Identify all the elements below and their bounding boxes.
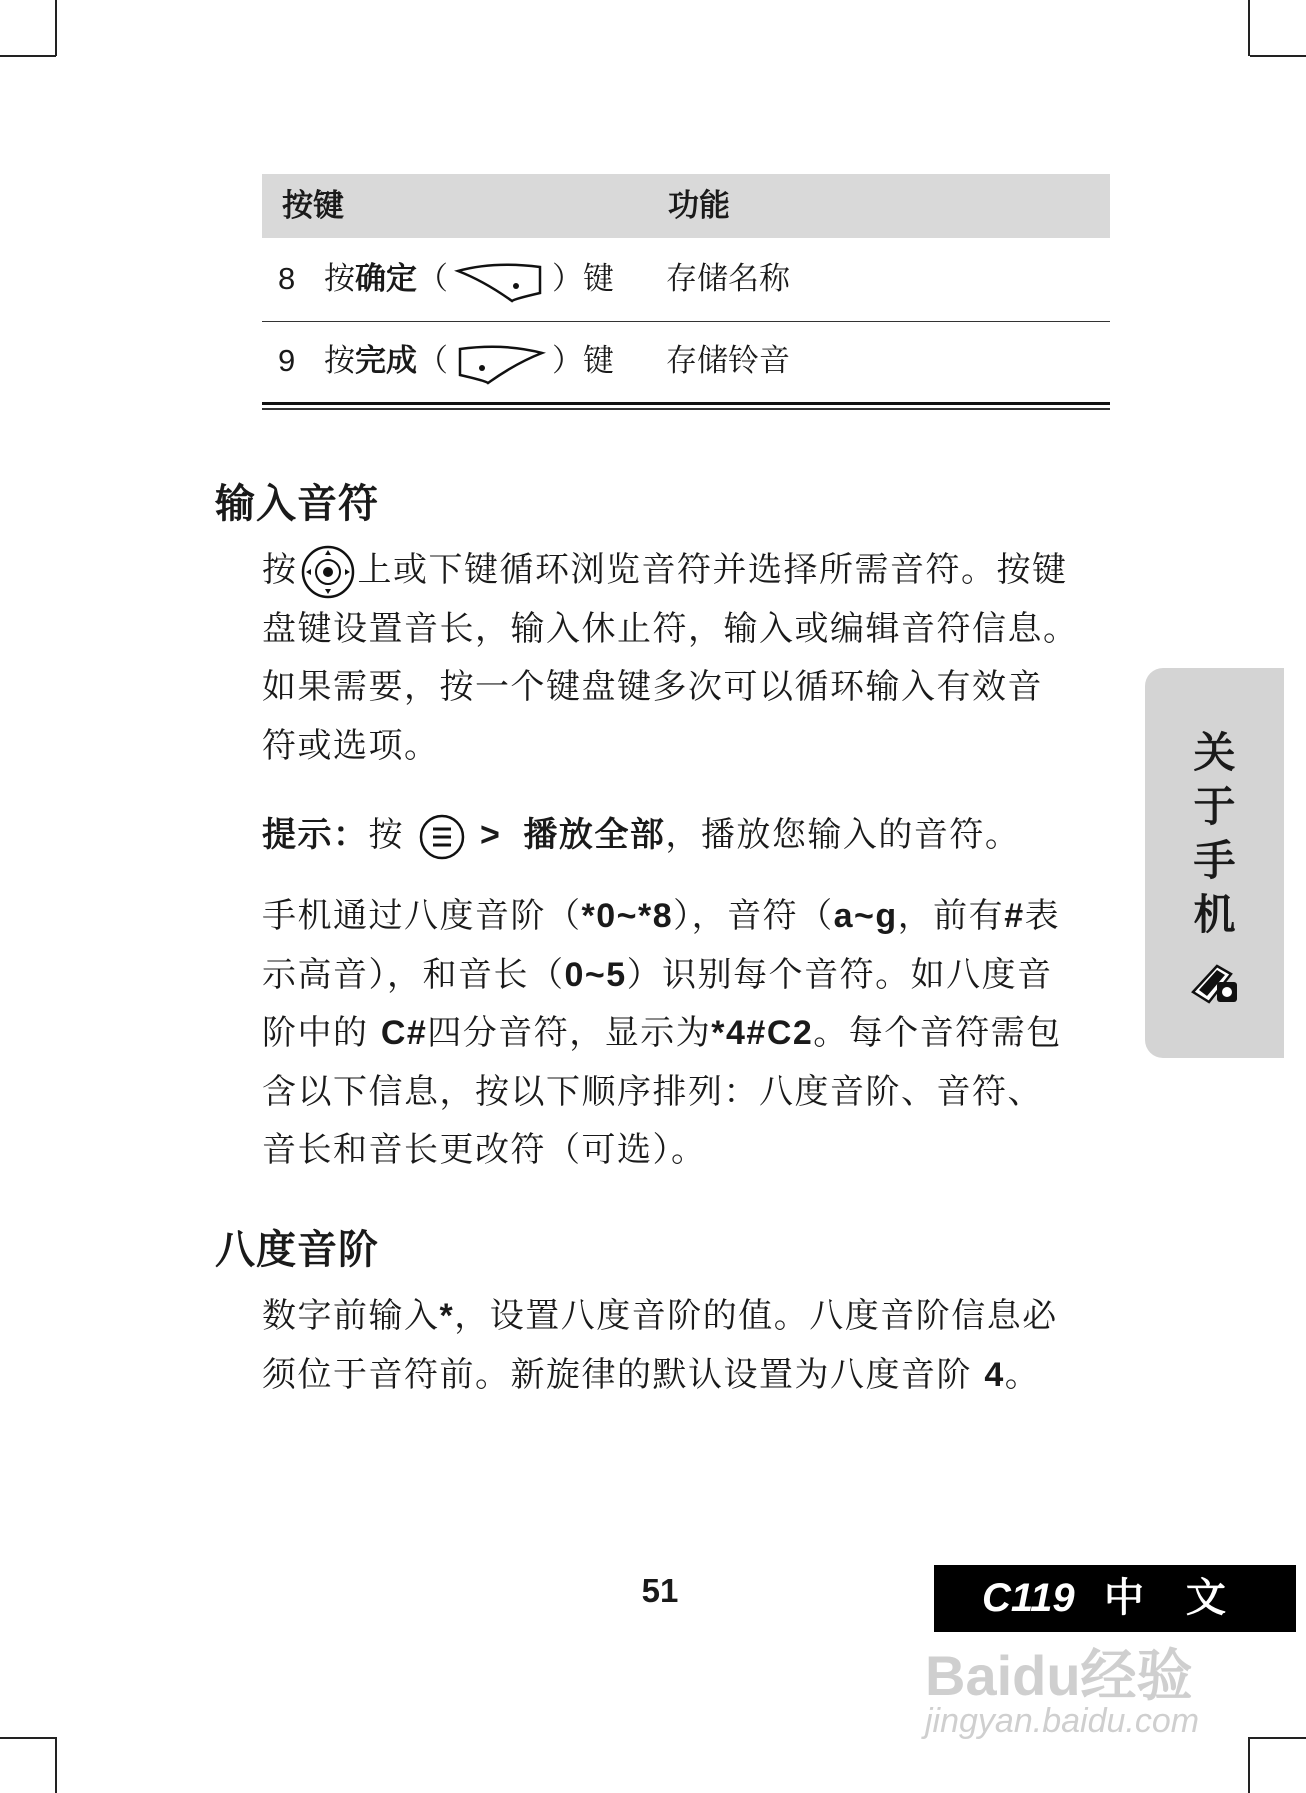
header-key: 按键 [282,188,344,224]
table-row [262,320,1110,402]
text-span: 。每个音符需包 [813,1013,1062,1053]
crop-mark [1248,1737,1250,1793]
paragraph-input-notes [262,541,1122,775]
model-name: C119 [982,1576,1075,1620]
row-function: 存储名称 [666,261,790,297]
tip-label: 提示： [262,815,369,855]
side-tab-char: 于 [1193,782,1236,831]
side-tab-char: 关 [1193,728,1236,777]
table-row [262,238,1110,320]
crop-mark [1248,0,1250,56]
text-span: 四分音符，显示为 [427,1013,712,1053]
text-line [262,1004,1122,1063]
code-span: 4 [984,1355,1005,1394]
code-span: # [1004,897,1025,935]
text-span: 数字前输入 [262,1296,440,1336]
text-line: 如果需要，按一个键盘键多次可以循环输入有效音 [262,667,1043,707]
code-span: 0~5 [564,955,627,994]
text-line [262,1287,1122,1346]
crop-mark [55,0,57,56]
text-span: ）识别每个音符。如八度音 [626,954,1053,995]
section-title: 八度音阶 [215,1227,379,1273]
code-span: *4#C2 [711,1014,814,1052]
text-span: 示高音），和音长（ [262,954,565,995]
text-span: ，设置八度音阶的值。八度音阶信息必 [454,1296,1058,1336]
row-key-name: 确定 [355,261,417,297]
row-number: 8 [278,261,296,296]
text-span: ），音符（ [673,896,834,936]
nav-key-icon [300,544,356,600]
code-span: * [439,1297,455,1335]
text-span: 按 [262,550,298,590]
key-function-table [262,174,1110,402]
text-span: 手机通过八度音阶（ [262,896,582,936]
text-span: 表 [1024,896,1061,936]
row-key [324,238,614,320]
code-span: C# [380,1014,428,1052]
model-badge [934,1565,1296,1632]
page-number: 51 [641,1572,679,1609]
text-line [262,946,1122,1005]
left-softkey-icon [454,341,546,385]
row-key [324,320,614,402]
row-paren-key: ）键 [552,343,614,379]
tip-bold: 播放全部 [523,815,666,855]
text-line: 盘键设置音长，输入休止符，输入或编辑音符信息。 [262,608,1079,649]
tip-line [262,806,1122,865]
phone-icon [1187,960,1243,1006]
row-key-name: 完成 [355,343,417,379]
text-line: 音长和音长更改符（可选）。 [262,1130,707,1170]
crop-mark [1250,1737,1306,1739]
text-line [262,1346,1122,1405]
table-bottom-rule [262,408,1110,410]
text-line [262,887,1122,946]
section-title: 输入音符 [215,481,379,527]
row-key-prefix: 按 [324,343,355,379]
watermark-logo: Baidu经验 [925,1644,1193,1707]
watermark-url: jingyan.baidu.com [925,1702,1200,1740]
paragraph-notation [262,887,1122,1180]
row-number: 9 [278,343,296,378]
text-line: 符或选项。 [262,725,440,766]
text-span: ，前有 [897,896,1005,936]
code-span: *0~*8 [581,897,674,935]
text-line: 含以下信息，按以下顺序排列：八度音阶、音符、 [262,1071,1043,1112]
row-paren: （ [417,343,448,379]
crop-mark [0,55,56,57]
table-bottom-rule [262,402,1110,405]
crop-mark [1250,55,1306,57]
text-span: ，播放您输入的音符。 [665,815,1021,855]
menu-arrow: > [480,816,502,854]
language-label: 中 文 [1104,1575,1240,1621]
text-span: 按 [368,815,404,855]
table-header [262,174,1110,238]
side-tab-char: 机 [1193,890,1236,939]
row-key-prefix: 按 [324,261,355,297]
paragraph-octave [262,1287,1122,1404]
right-softkey-icon [454,259,546,303]
text-span: 阶中的 [262,1013,369,1053]
text-span: 上或下键循环浏览音符并选择所需音符。按键 [357,550,1068,590]
row-function: 存储铃音 [666,343,790,379]
row-paren-key: ）键 [552,261,614,297]
side-tab-char: 手 [1193,836,1236,885]
header-function: 功能 [668,188,730,224]
menu-key-icon [418,813,466,861]
chapter-side-tab [1145,668,1284,1058]
text-line [262,541,1122,600]
crop-mark [0,1737,56,1739]
text-span: 。 [1004,1354,1041,1395]
row-paren: （ [417,261,448,297]
code-span: a~g [833,897,898,935]
crop-mark [55,1737,57,1793]
text-span: 须位于音符前。新旋律的默认设置为八度音阶 [262,1354,972,1395]
